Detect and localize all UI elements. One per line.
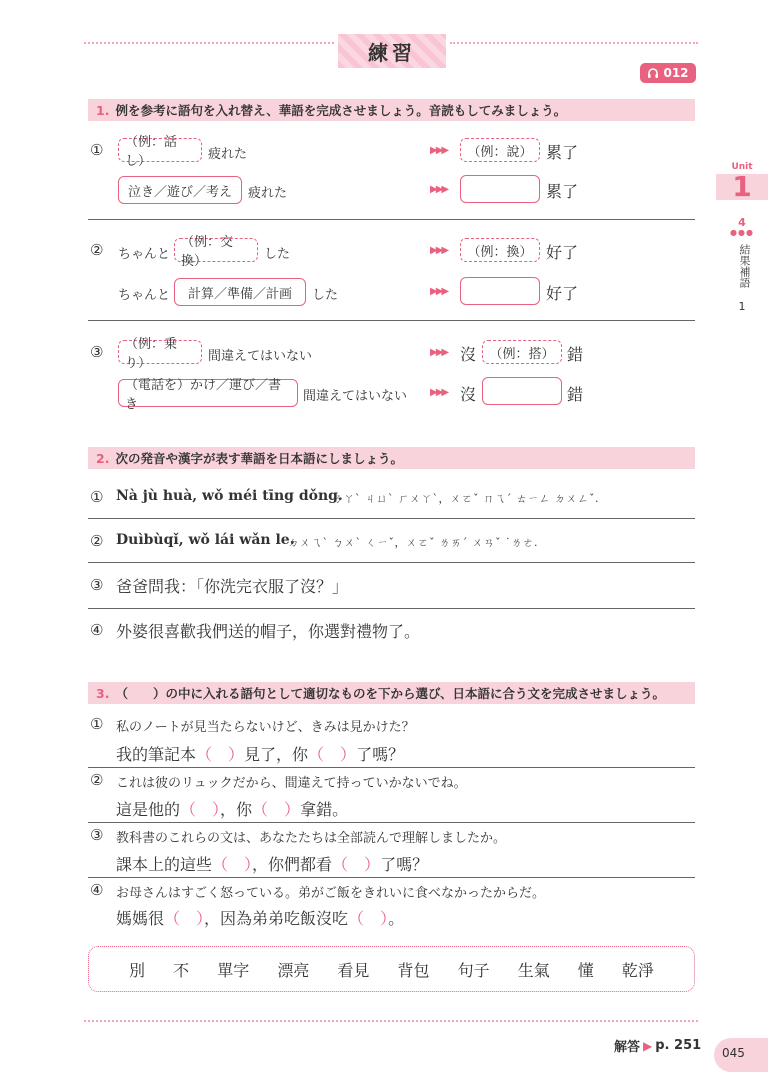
- lesson-sub: 1: [738, 300, 746, 313]
- page-number: 045: [722, 1046, 745, 1060]
- s3-item1-jp: 私のノートが見当たらないけど、きみは見かけた？: [116, 720, 415, 735]
- s3-item3-mark: ③: [90, 826, 104, 844]
- section-2-number: 2.: [96, 450, 110, 466]
- s3-item2-cn-part1: 這是他的: [116, 800, 181, 819]
- s3-item1-cn-part1: 我的筆記本: [116, 745, 197, 764]
- s3-item4-cn: [116, 906, 404, 929]
- s3-item4-cn-part1: 媽媽很: [116, 909, 165, 928]
- s1-item2-example-cn-box: （例：換）: [460, 238, 540, 262]
- s2-item3-text: 爸爸問我：「你洗完衣服了沒？」: [116, 577, 349, 596]
- word-choice[interactable]: 背包: [397, 960, 430, 980]
- s2-item2-pinyin: Duìbùqǐ, wǒ lái wǎn le.: [116, 532, 295, 548]
- s1-item2-example-cn-after: 好了: [546, 243, 579, 262]
- audio-track-code: 012: [663, 66, 689, 80]
- s1-item3-mark: ③: [90, 343, 104, 361]
- word-choice[interactable]: 句子: [457, 960, 490, 980]
- s2-item3-mark: ③: [90, 576, 104, 594]
- s3-item3-jp: 教科書のこれらの文は、あなたたちは全部読んで理解しましたか。: [116, 831, 507, 846]
- s3-item4-cn-part3: 。: [388, 909, 405, 928]
- s1-item1-question-jp-box: 泣き／遊び／考え: [118, 176, 242, 204]
- s1-item2-question-jp-box: 計算／準備／計画: [174, 278, 306, 306]
- s1-item1-arrow-2: ▶▶▶: [430, 184, 448, 195]
- s1-item3-arrow: ▶▶▶: [430, 347, 448, 358]
- s3-item2-jp: これは彼のリュックだから、間違えて持っていかないでね。: [116, 776, 467, 791]
- s1-item2-arrow-2: ▶▶▶: [430, 286, 448, 297]
- word-choice[interactable]: 別: [129, 960, 146, 980]
- s1-item2-question-cn-after: 好了: [546, 284, 579, 303]
- s1-item3-answer-input[interactable]: [482, 377, 562, 405]
- s1-item2-arrow: ▶▶▶: [430, 245, 448, 256]
- s3-item3-blank2[interactable]: （ ）: [332, 855, 381, 874]
- divider: [88, 562, 695, 563]
- unit-label: Unit: [731, 162, 753, 172]
- s3-item3-cn-part3: 了嗎？: [380, 855, 429, 874]
- section-3-number: 3.: [96, 685, 110, 701]
- s2-item1-pinyin: Nà jù huà, wǒ méi tīng dǒng.: [116, 488, 343, 504]
- s3-item2-cn-part3: 拿錯。: [300, 800, 349, 819]
- s1-item2-example-jp-before: ちゃんと: [118, 247, 171, 262]
- answer-reference[interactable]: [614, 1036, 701, 1055]
- section-1-number: 1.: [96, 102, 110, 118]
- s1-item2-example-jp-box: （例：交換）: [174, 238, 258, 262]
- divider: [88, 219, 695, 220]
- word-choice[interactable]: 漂亮: [277, 960, 310, 980]
- s1-item3-example-cn-before: 沒: [460, 345, 477, 364]
- section-2-instruction: 次の発音や漢字が表す華語を日本語にしましょう。: [115, 451, 403, 466]
- s3-item2-blank2[interactable]: （ ）: [252, 800, 301, 819]
- s3-item2-cn-part2: ，你: [220, 800, 253, 819]
- s1-item3-question-cn-after: 錯: [567, 385, 584, 404]
- s1-item2-example-jp-after: した: [264, 247, 291, 262]
- s3-item1-mark: ①: [90, 715, 104, 733]
- lesson-dots: ●●●: [730, 228, 754, 237]
- s1-item1-example-cn-box: （例：說）: [460, 138, 540, 162]
- s2-item1-mark: ①: [90, 488, 104, 506]
- header-divider-right: [450, 42, 698, 44]
- s1-item1-example-cn-after: 累了: [546, 143, 579, 162]
- s1-item2-question-jp-before: ちゃんと: [118, 288, 171, 303]
- s3-item3-blank1[interactable]: （ ）: [212, 855, 253, 874]
- divider: [88, 320, 695, 321]
- s3-item4-mark: ④: [90, 881, 104, 899]
- word-choice[interactable]: 懂: [577, 960, 594, 980]
- s1-item2-mark: ②: [90, 241, 104, 259]
- s3-item4-cn-part2: ，因為弟弟吃飯沒吃: [204, 909, 349, 928]
- s3-item3-cn-part2: ，你們都看: [252, 855, 333, 874]
- s1-item3-example-cn-after: 錯: [567, 345, 584, 364]
- word-choice[interactable]: 看見: [337, 960, 370, 980]
- s2-item1-zhuyin: ㄋㄚˋ ㄐㄩˋ ㄏㄨㄚˋ，ㄨㄛˇ ㄇㄟˊ ㄊㄧㄥ ㄉㄨㄥˇ.: [332, 492, 599, 505]
- lesson-number: 4: [738, 216, 746, 229]
- lesson-title: 結果補語: [738, 244, 751, 288]
- s2-item4-text: 外婆很喜歡我們送的帽子，你選對禮物了。: [116, 622, 421, 641]
- s3-item1-cn-part2: 見了，你: [244, 745, 309, 764]
- divider: [88, 518, 695, 519]
- s1-item1-example-jp-after: 疲れた: [208, 147, 248, 162]
- header-divider-left: [84, 42, 334, 44]
- s2-item2-zhuyin: ㄉㄨㄟˋ ㄅㄨˋ ㄑㄧˇ，ㄨㄛˇ ㄌㄞˊ ㄨㄢˇ ˙ㄌㄜ.: [288, 536, 538, 549]
- headphones-icon: [647, 67, 659, 79]
- s3-item4-jp: お母さんはすごく怒っている。弟がご飯をきれいに食べなかったからだ。: [116, 886, 546, 901]
- s3-item2-blank1[interactable]: （ ）: [180, 800, 221, 819]
- s1-item2-answer-input[interactable]: [460, 277, 540, 305]
- footer-divider: [84, 1020, 698, 1022]
- answer-page: p. 251: [655, 1038, 702, 1053]
- divider: [88, 877, 695, 878]
- section-1-header: [88, 99, 695, 121]
- s2-item2-mark: ②: [90, 532, 104, 550]
- section-3-instruction: （ ）の中に入れる語句として適切なものを下から選び、日本語に合う文を完成させましょう。: [115, 686, 665, 701]
- s3-item1-blank2[interactable]: （ ）: [308, 745, 357, 764]
- s1-item3-example-cn-box: （例：搭）: [482, 340, 562, 364]
- s2-item4-mark: ④: [90, 621, 104, 639]
- unit-number: 1: [732, 170, 752, 203]
- s1-item1-question-cn-after: 累了: [546, 182, 579, 201]
- word-choice[interactable]: 不: [173, 960, 190, 980]
- s1-item1-answer-input[interactable]: [460, 175, 540, 203]
- s1-item1-arrow: ▶▶▶: [430, 145, 448, 156]
- s3-item1-blank1[interactable]: （ ）: [196, 745, 245, 764]
- s3-item4-blank2[interactable]: （ ）: [348, 909, 389, 928]
- s1-item3-arrow-2: ▶▶▶: [430, 387, 448, 398]
- play-arrow-icon: ▶: [643, 1038, 653, 1053]
- s1-item3-question-cn-before: 沒: [460, 385, 477, 404]
- word-choice-box: [88, 946, 695, 992]
- divider: [88, 767, 695, 768]
- divider: [88, 608, 695, 609]
- s3-item2-mark: ②: [90, 771, 104, 789]
- s3-item4-blank1[interactable]: （ ）: [164, 909, 205, 928]
- s3-item1-cn: [116, 742, 404, 765]
- s3-item1-cn-part3: 了嗎？: [356, 745, 405, 764]
- s1-item1-example-jp-box: （例：話し）: [118, 138, 202, 162]
- section-2-header: [88, 447, 695, 469]
- word-choice[interactable]: 乾淨: [621, 960, 654, 980]
- s1-item3-example-jp-after: 間違えてはいない: [208, 349, 313, 364]
- section-3-header: [88, 682, 695, 704]
- s3-item3-cn: [116, 852, 428, 875]
- answer-label: 解答: [614, 1040, 641, 1055]
- s1-item3-question-jp-box: （電話を）かけ／運び／書き: [118, 379, 298, 407]
- word-choice[interactable]: 單字: [217, 960, 250, 980]
- s1-item3-example-jp-box: （例：乗り）: [118, 340, 202, 364]
- divider: [88, 822, 695, 823]
- page-title: 練習: [338, 34, 446, 68]
- audio-track-badge[interactable]: [640, 63, 696, 83]
- s1-item1-question-jp-after: 疲れた: [248, 186, 288, 201]
- s1-item2-question-jp-after: した: [312, 288, 339, 303]
- s1-item3-question-jp-after: 間違えてはいない: [303, 389, 408, 404]
- section-1-instruction: 例を参考に語句を入れ替え、華語を完成させましょう。音読もしてみましょう。: [115, 103, 567, 118]
- s3-item2-cn: [116, 797, 348, 820]
- word-choice[interactable]: 生氣: [517, 960, 550, 980]
- s3-item3-cn-part1: 課本上的這些: [116, 855, 213, 874]
- s1-item1-mark: ①: [90, 141, 104, 159]
